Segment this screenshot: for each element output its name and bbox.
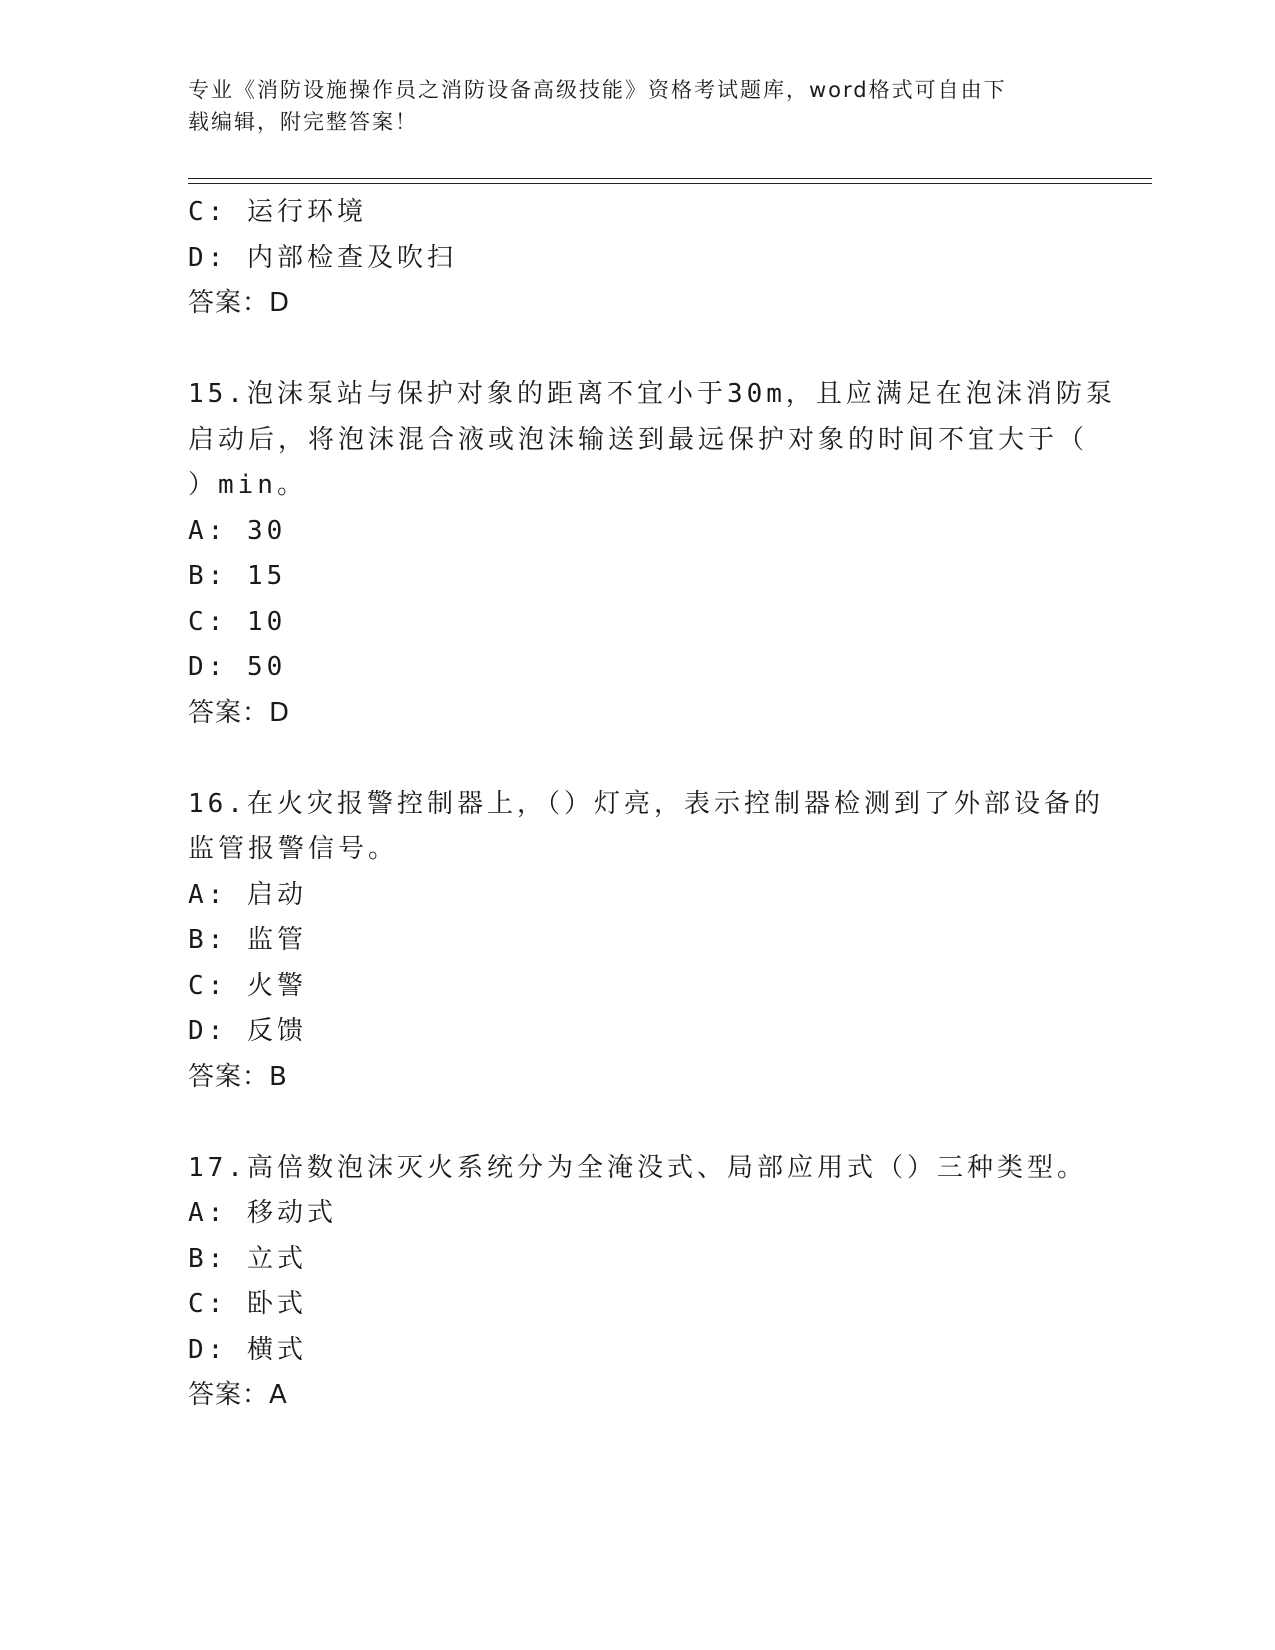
option-c: C: 运行环境	[188, 197, 367, 227]
header-line-2: 载编辑，附完整答案！	[188, 110, 418, 134]
option-a: A: 30	[188, 515, 287, 546]
option-b: B: 监管	[188, 925, 307, 955]
answer: 答案：D	[188, 288, 291, 318]
option-d: D: 反馈	[188, 1016, 307, 1046]
spacer	[188, 736, 1088, 782]
option-c: C: 卧式	[188, 1289, 307, 1319]
option-d: D: 内部检查及吹扫	[188, 242, 457, 273]
option-b: B: 立式	[188, 1243, 307, 1274]
question-stem: 启动后，将泡沫混合液或泡沫输送到最远保护对象的时间不宜大于（	[188, 424, 1089, 455]
option-d: D: 50	[188, 652, 287, 682]
option-a: A: 移动式	[188, 1198, 337, 1228]
question-14	[188, 190, 1088, 327]
question-list	[188, 190, 1116, 1419]
header-line-1: 专业《消防设施操作员之消防设备高级技能》资格考试题库，word格式可自由下	[188, 78, 1007, 102]
header-rule-top	[188, 178, 1152, 179]
document-header	[188, 74, 1068, 138]
question-stem: 17.高倍数泡沫灭火系统分为全淹没式、局部应用式（）三种类型。	[188, 1152, 1087, 1183]
option-c: C: 火警	[188, 970, 307, 1001]
question-stem: 监管报警信号。	[188, 834, 399, 864]
option-c: C: 10	[188, 606, 287, 637]
question-stem: 16.在火灾报警控制器上，（）灯亮，表示控制器检测到了外部设备的	[188, 788, 1104, 819]
spacer	[188, 327, 1088, 373]
question-stem: 15.泡沫泵站与保护对象的距离不宜小于30m，且应满足在泡沫消防泵	[188, 379, 1116, 409]
option-d: D: 横式	[188, 1334, 307, 1365]
spacer	[188, 1100, 1088, 1146]
question-17	[188, 1146, 1088, 1419]
answer: 答案：A	[188, 1380, 288, 1410]
question-16	[188, 782, 1104, 1101]
question-15	[188, 372, 1116, 736]
answer: 答案：B	[188, 1061, 288, 1092]
header-rule-bottom	[188, 183, 1152, 184]
question-stem: ）min。	[188, 470, 307, 500]
option-b: B: 15	[188, 561, 287, 591]
option-a: A: 启动	[188, 879, 307, 910]
answer: 答案：D	[188, 697, 291, 728]
